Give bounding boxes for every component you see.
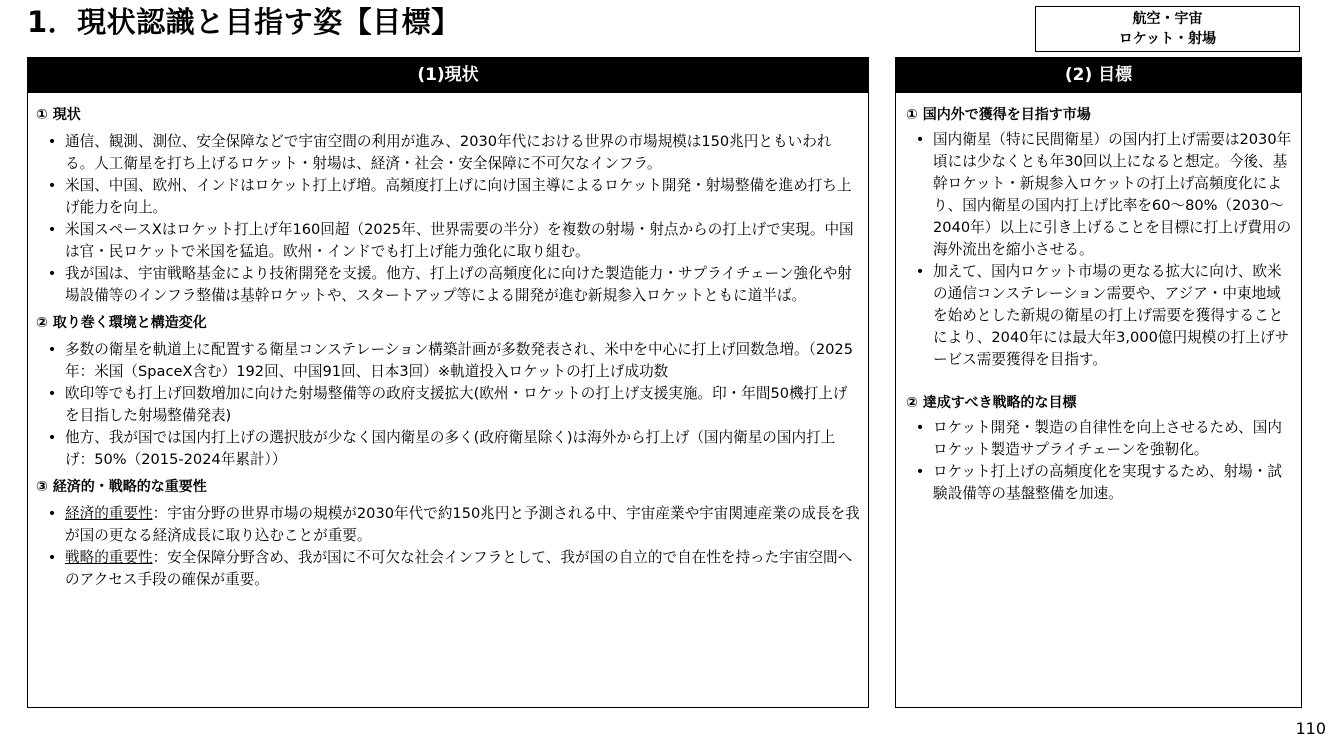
bullet-icon: • — [47, 221, 57, 238]
section-heading-current: ① 現状 — [36, 107, 81, 123]
list-item: • ロケット開発・製造の自律性を向上させるため、国内ロケット製造サプライチェーンを強靭化。 — [915, 419, 1282, 458]
bullet-icon: • — [915, 463, 925, 480]
list-item: • 経済的重要性：宇宙分野の世界市場の規模が2030年代で約150兆円と予測される中、宇宙産業や宇宙関連産業の成長を我が国の更なる経済成長に取り込むことが重要。 — [47, 505, 860, 544]
list-item: • 他方、我が国では国内打上げの選択肢が少なく国内衛星の多く(政府衛星除く)は海外から打上げ（国内衛星の国内打上げ：50%（2015-2024年累計）） — [47, 429, 836, 468]
goals-header: (2) 目標 — [896, 58, 1301, 93]
bullet-icon: • — [47, 505, 57, 522]
bullet-list-market — [904, 129, 1293, 371]
category-tag — [1035, 6, 1300, 52]
bullet-icon: • — [915, 419, 925, 436]
bullet-list-importance — [36, 503, 860, 591]
list-item: • 米国、中国、欧州、インドはロケット打上げ増。高頻度打上げに向け国主導によるロケット開発・射場整備を進め打ち上げ能力を向上。 — [47, 177, 852, 216]
list-item: • 欧印等でも打上げ回数増加に向けた射場整備等の政府支援拡大(欧州・ロケットの打上げ支援実施。印・年間50機打上げを目指した射場整備発表) — [47, 385, 848, 424]
page-number: 110 — [1295, 719, 1326, 738]
bullet-icon: • — [47, 549, 57, 566]
bullet-icon: • — [915, 263, 925, 280]
bullet-icon: • — [47, 429, 57, 446]
list-item: • 加えて、国内ロケット市場の更なる拡大に向け、欧米の通信コンステレーション需要や、アジア・中東地域を始めとした新規の衛星の打上げ需要を獲得することにより、2040年には最大年3,000億円規模の打上げサービス需要獲得を目指す。 — [915, 263, 1290, 368]
bullet-list-strategic-goals — [904, 417, 1293, 505]
strategic-importance-term: 戦略的重要性 — [65, 549, 153, 566]
section-heading-environment: ② 取り巻く環境と構造変化 — [36, 315, 207, 331]
list-item: • 通信、観測、測位、安全保障などで宇宙空間の利用が進み、2030年代における世界の市場規模は150兆円ともいわれる。人工衛星を打ち上げるロケット・射場は、経済・社会・安全保障に不可欠なインフラ。 — [47, 133, 832, 172]
section-heading-market: ① 国内外で獲得を目指す市場 — [906, 107, 1091, 123]
bullet-list-environment — [36, 339, 860, 471]
list-item: • 多数の衛星を軌道上に配置する衛星コンステレーション構築計画が多数発表され、米中を中心に打上げ回数急増。（2025年：米国（SpaceX含む）192回、中国91回、日本3回）※軌道投入ロケットの打上げ成功数 — [47, 341, 853, 380]
list-item: • 米国スペースXはロケット打上げ年160回超（2025年、世界需要の半分）を複数の射場・射点からの打上げで実現。中国は官・民ロケットで米国を猛追。欧州・インドでも打上げ能力強化に取り組む。 — [47, 221, 854, 260]
economic-importance-term: 経済的重要性 — [65, 505, 153, 522]
section-heading-importance: ③ 経済的・戦略的な重要性 — [36, 479, 207, 495]
goals-panel — [895, 57, 1302, 708]
bullet-icon: • — [47, 177, 57, 194]
list-item: • 戦略的重要性：安全保障分野含め、我が国に不可欠な社会インフラとして、我が国の自立的で自在性を持った宇宙空間へのアクセス手段の確保が重要。 — [47, 549, 853, 588]
list-item: • 我が国は、宇宙戦略基金により技術開発を支援。他方、打上げの高頻度化に向けた製造能力・サプライチェーン強化や射場設備等のインフラ整備は基幹ロケットや、スタートアップ等による開発が進む新規参入ロケットともに道半ば。 — [47, 265, 852, 304]
bullet-icon: • — [47, 385, 57, 402]
current-status-header: (1)現状 — [28, 58, 868, 93]
current-status-panel — [27, 57, 869, 708]
category-tag-line1: 航空・宇宙 — [1132, 11, 1203, 27]
section-heading-strategic-goals: ② 達成すべき戦略的な目標 — [906, 395, 1077, 411]
bullet-icon: • — [915, 131, 925, 148]
list-item: • 国内衛星（特に民間衛星）の国内打上げ需要は2030年頃には少なくとも年30回以上になると想定。今後、基幹ロケット・新規参入ロケットの打上げ高頻度化により、国内衛星の国内打上げ比率を60～80%（2030～2040年）以上に引き上げることを目標に打上げ費用の海外流出を縮小させる。 — [915, 131, 1292, 258]
bullet-icon: • — [47, 133, 57, 150]
bullet-list-current — [36, 131, 860, 307]
bullet-icon: • — [47, 341, 57, 358]
list-item: • ロケット打上げの高頻度化を実現するため、射場・試験設備等の基盤整備を加速。 — [915, 463, 1282, 502]
page-title: 1．現状認識と目指す姿【目標】 — [27, 5, 461, 39]
bullet-icon: • — [47, 265, 57, 282]
category-tag-line2: ロケット・射場 — [1118, 31, 1217, 47]
